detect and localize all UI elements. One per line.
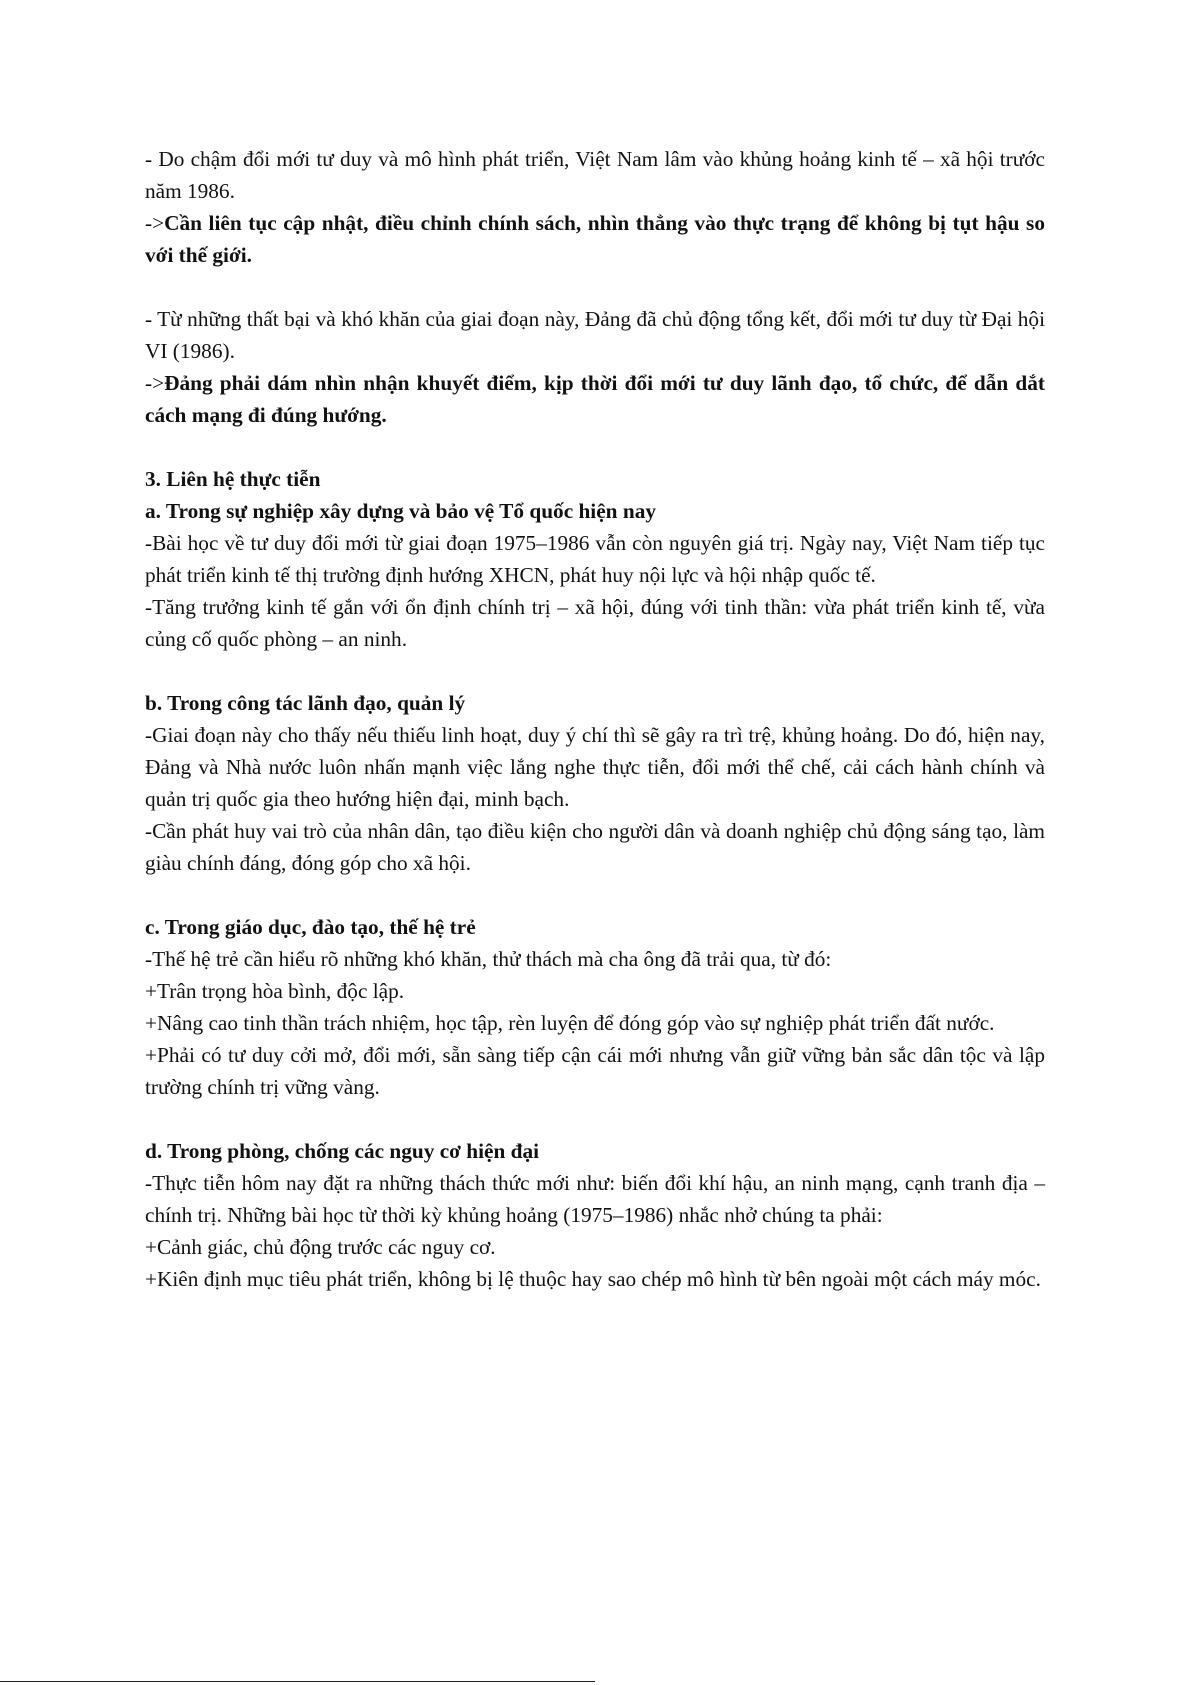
paragraph-b1: -Giai đoạn này cho thấy nếu thiếu linh hoạt, duy ý chí thì sẽ gây ra trì trệ, khủng hoảng. Do đó, hiện nay, Đảng và Nhà nước luôn nhấn mạnh việc lắng nghe thực tiễn, đổi mới thể chế, cải cách hành chính và quản trị quốc gia theo hướng hiện đại, minh bạch. — [145, 723, 1045, 811]
document-page — [145, 143, 1045, 1295]
lesson-text: Cần liên tục cập nhật, điều chỉnh chính sách, nhìn thẳng vào thực trạng để không bị tụt hậu so với thế giới. — [145, 211, 1045, 267]
lesson-party-self-criticism — [145, 367, 1045, 431]
subheading-b: b. Trong công tác lãnh đạo, quản lý — [145, 691, 466, 715]
paragraph-a2: -Tăng trưởng kinh tế gắn với ổn định chính trị – xã hội, đúng với tinh thần: vừa phát triển kinh tế, vừa củng cố quốc phòng – an ninh. — [145, 595, 1045, 651]
paragraph-c4: +Phải có tư duy cởi mở, đổi mới, sẵn sàng tiếp cận cái mới nhưng vẫn giữ vững bản sắc dân tộc và lập trường chính trị vững vàng. — [145, 1043, 1045, 1099]
paragraph-crisis: - Do chậm đổi mới tư duy và mô hình phát triển, Việt Nam lâm vào khủng hoảng kinh tế – xã hội trước năm 1986. — [145, 147, 1045, 203]
spacer — [145, 1103, 1045, 1135]
spacer — [145, 431, 1045, 463]
spacer — [145, 655, 1045, 687]
paragraph-c3: +Nâng cao tinh thần trách nhiệm, học tập, rèn luyện để đóng góp vào sự nghiệp phát triển đất nước. — [145, 1011, 995, 1035]
paragraph-d1: -Thực tiễn hôm nay đặt ra những thách thức mới như: biến đổi khí hậu, an ninh mạng, cạnh tranh địa – chính trị. Những bài học từ thời kỳ khủng hoảng (1975–1986) nhắc nhở chúng ta phải: — [145, 1171, 1045, 1227]
paragraph-party-renewal: - Từ những thất bại và khó khăn của giai đoạn này, Đảng đã chủ động tổng kết, đổi mới tư duy từ Đại hội VI (1986). — [145, 307, 1045, 363]
section-heading-practice: 3. Liên hệ thực tiễn — [145, 467, 321, 491]
arrow-prefix: -> — [145, 371, 165, 395]
paragraph-a1: -Bài học về tư duy đổi mới từ giai đoạn 1975–1986 vẫn còn nguyên giá trị. Ngày nay, Việt Nam tiếp tục phát triển kinh tế thị trường định hướng XHCN, phát huy nội lực và hội nhập quốc tế. — [145, 531, 1045, 587]
arrow-prefix: -> — [145, 211, 165, 235]
subheading-c: c. Trong giáo dục, đào tạo, thế hệ trẻ — [145, 915, 476, 939]
paragraph-c2: +Trân trọng hòa bình, độc lập. — [145, 979, 405, 1003]
paragraph-c1: -Thế hệ trẻ cần hiểu rõ những khó khăn, thử thách mà cha ông đã trải qua, từ đó: — [145, 947, 832, 971]
paragraph-d3: +Kiên định mục tiêu phát triển, không bị lệ thuộc hay sao chép mô hình từ bên ngoài một cách máy móc. — [145, 1267, 1041, 1291]
spacer — [145, 879, 1045, 911]
lesson-update-policy — [145, 207, 1045, 271]
page-bottom-rule — [0, 1681, 595, 1682]
subheading-a: a. Trong sự nghiệp xây dựng và bảo vệ Tổ quốc hiện nay — [145, 499, 656, 523]
subheading-d: d. Trong phòng, chống các nguy cơ hiện đại — [145, 1139, 540, 1163]
lesson-text: Đảng phải dám nhìn nhận khuyết điểm, kịp thời đổi mới tư duy lãnh đạo, tổ chức, để dẫn dắt cách mạng đi đúng hướng. — [145, 371, 1045, 427]
spacer — [145, 271, 1045, 303]
paragraph-d2: +Cảnh giác, chủ động trước các nguy cơ. — [145, 1235, 496, 1259]
paragraph-b2: -Cần phát huy vai trò của nhân dân, tạo điều kiện cho người dân và doanh nghiệp chủ động sáng tạo, làm giàu chính đáng, đóng góp cho xã hội. — [145, 819, 1045, 875]
